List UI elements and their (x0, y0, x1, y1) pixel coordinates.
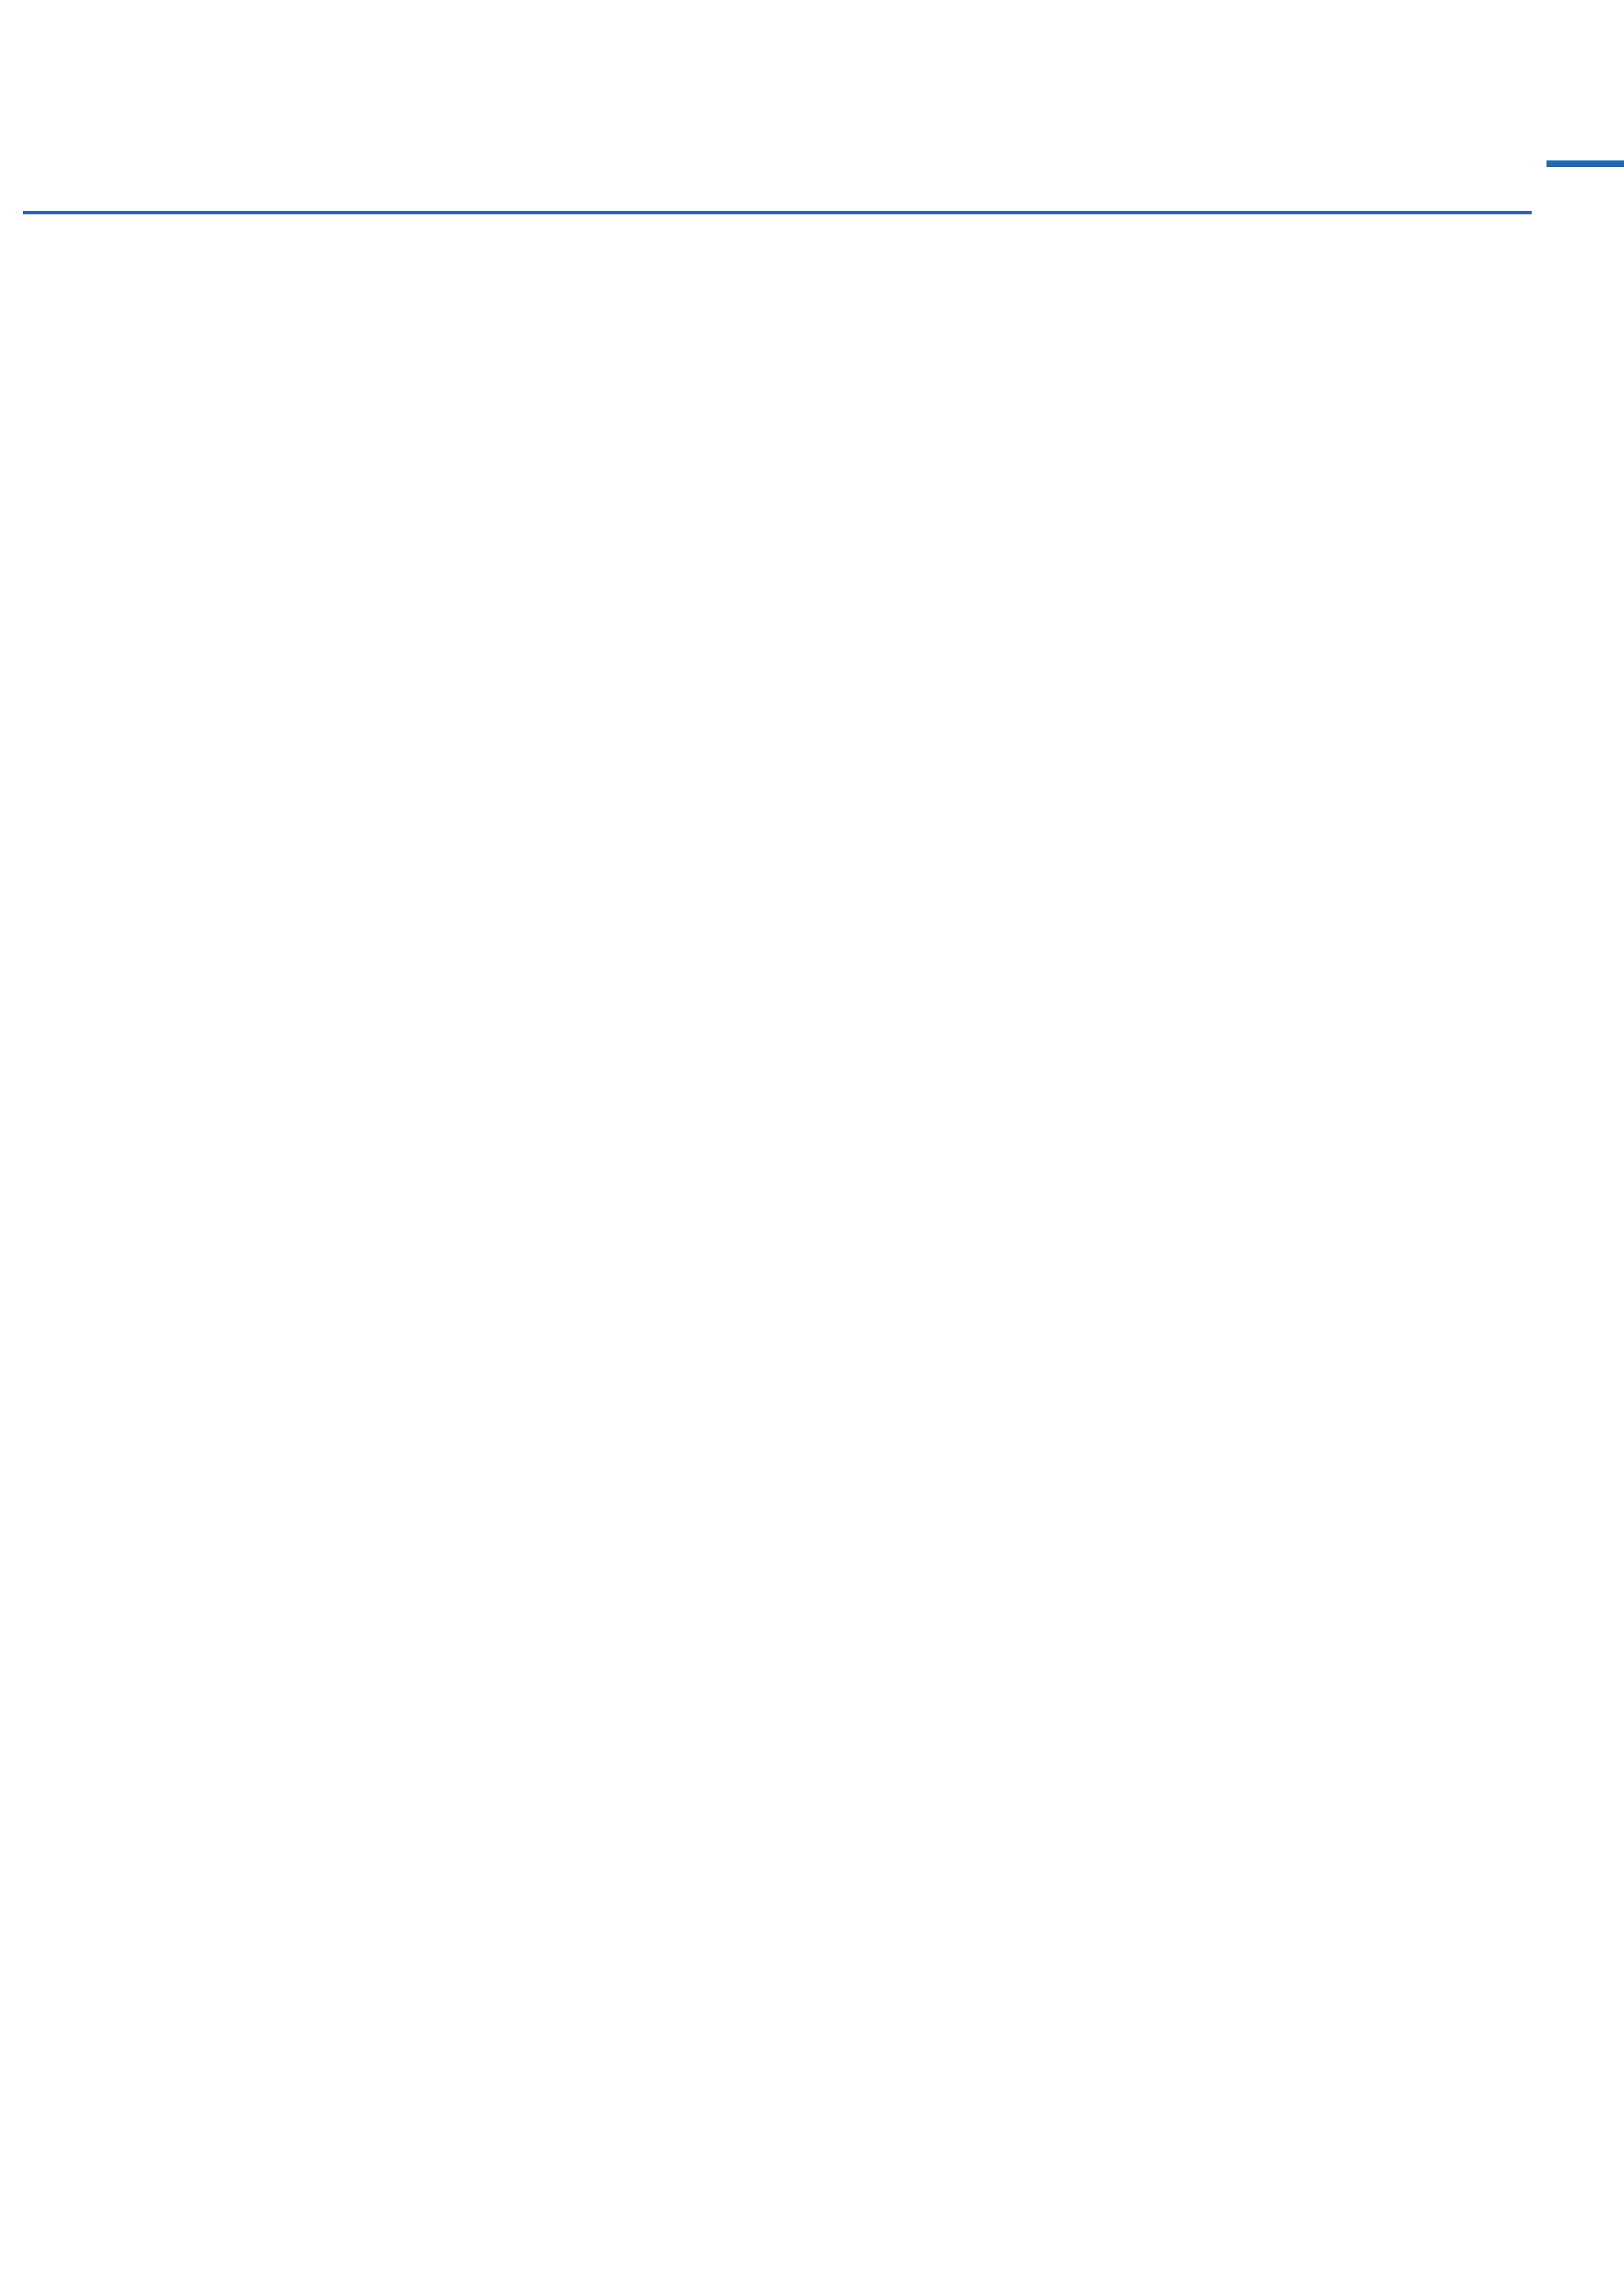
footnote-1 (31, 2134, 139, 2173)
header-divider (23, 211, 1532, 214)
footnote-4 (31, 2251, 139, 2290)
footnote-3 (31, 2212, 139, 2251)
footnotes (31, 2134, 139, 2290)
footnote-2 (31, 2173, 139, 2212)
slogan-accent-bar (1546, 160, 1624, 167)
